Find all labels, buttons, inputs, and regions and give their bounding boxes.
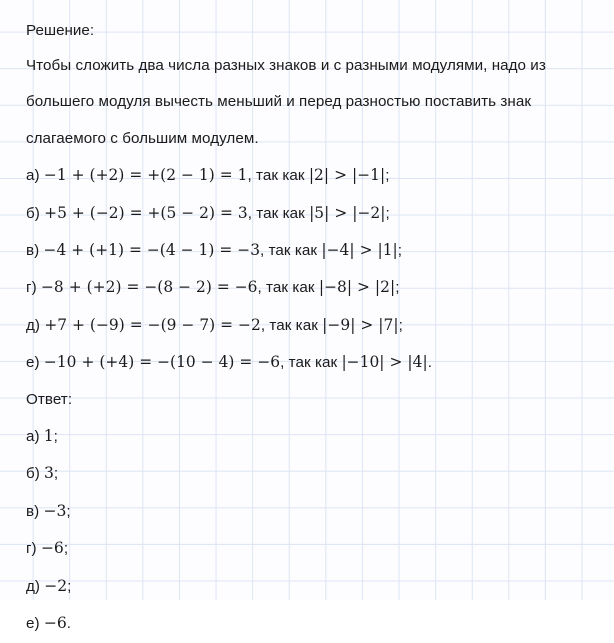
step-reason-prefix: , так как xyxy=(280,354,342,372)
solution-step xyxy=(26,307,606,344)
solution-step xyxy=(26,344,606,381)
step-reason: |−9| > |7| xyxy=(322,315,399,334)
answer-heading-text: Ответ: xyxy=(26,390,73,408)
step-reason-prefix: , так как xyxy=(257,279,319,297)
answer-label: в) xyxy=(26,502,40,520)
answer-label: е) xyxy=(26,615,40,633)
step-reason: |−8| > |2| xyxy=(318,278,396,297)
answer-value: −3 xyxy=(43,501,67,520)
answer-value: 1 xyxy=(43,427,54,446)
answer-label: д) xyxy=(26,577,40,595)
answer-item xyxy=(26,418,606,455)
step-reason-prefix: , так как xyxy=(260,316,323,334)
step-terminator: ; xyxy=(398,316,403,334)
step-label: е) xyxy=(26,354,40,372)
step-expression: −8 + (+2) = −(8 − 2) = −6 xyxy=(40,278,258,297)
step-reason: |5| > |−2| xyxy=(309,203,386,222)
solution-step xyxy=(26,232,606,269)
step-label: д) xyxy=(26,316,41,334)
step-reason: |−4| > |1| xyxy=(321,241,398,260)
step-label: г) xyxy=(26,279,37,297)
step-expression: −1 + (+2) = +(2 − 1) = 1 xyxy=(43,166,248,185)
step-label: а) xyxy=(26,167,40,185)
step-terminator: ; xyxy=(397,242,403,260)
answer-value: −6 xyxy=(40,539,64,558)
solution-step xyxy=(26,269,606,306)
answer-label: г) xyxy=(26,540,37,558)
answer-item xyxy=(26,455,606,492)
step-reason: |−10| > |4| xyxy=(341,353,428,372)
step-expression: +7 + (−9) = −(9 − 7) = −2 xyxy=(44,315,261,334)
answer-heading xyxy=(26,382,606,418)
answer-item xyxy=(26,568,606,605)
answer-item xyxy=(26,493,606,530)
solution-heading-text: Решение: xyxy=(26,22,95,39)
answer-item xyxy=(26,605,606,642)
answer-terminator: . xyxy=(66,615,71,633)
step-expression: +5 + (−2) = +(5 − 2) = 3 xyxy=(44,203,248,222)
answer-value: 3 xyxy=(44,464,54,483)
answer-item xyxy=(26,530,606,567)
answer-terminator: ; xyxy=(53,428,58,446)
step-terminator: ; xyxy=(385,167,390,185)
answer-terminator: ; xyxy=(63,540,69,558)
solution-step xyxy=(26,157,606,194)
step-reason: |2| > |−1| xyxy=(308,166,386,185)
solution-heading xyxy=(26,14,606,48)
answer-terminator: ; xyxy=(53,465,59,483)
solution-step xyxy=(26,195,606,232)
step-expression: −4 + (+1) = −(4 − 1) = −3 xyxy=(43,241,261,260)
answer-value: −2 xyxy=(44,576,68,595)
answer-value: −6 xyxy=(43,614,67,633)
solution-rule-paragraph xyxy=(26,48,586,157)
step-reason-prefix: , так как xyxy=(247,204,310,222)
solution-rule-text: Чтобы сложить два числа разных знаков и с разными модулями, надо из большего модуля вычесть меньший и перед разностью поставить знак слагаемого с большим модулем. xyxy=(26,57,546,147)
answer-label: а) xyxy=(26,428,40,446)
step-terminator: . xyxy=(427,354,432,372)
step-label: в) xyxy=(26,242,40,260)
step-reason-prefix: , так как xyxy=(260,242,322,260)
step-expression: −10 + (+4) = −(10 − 4) = −6 xyxy=(43,353,281,372)
answer-label: б) xyxy=(26,465,40,483)
step-terminator: ; xyxy=(395,279,400,297)
step-label: б) xyxy=(26,204,40,222)
step-terminator: ; xyxy=(385,204,390,222)
answer-terminator: ; xyxy=(66,502,71,520)
solution-content xyxy=(26,14,606,643)
step-reason-prefix: , так как xyxy=(247,167,309,185)
answer-terminator: ; xyxy=(67,577,72,595)
